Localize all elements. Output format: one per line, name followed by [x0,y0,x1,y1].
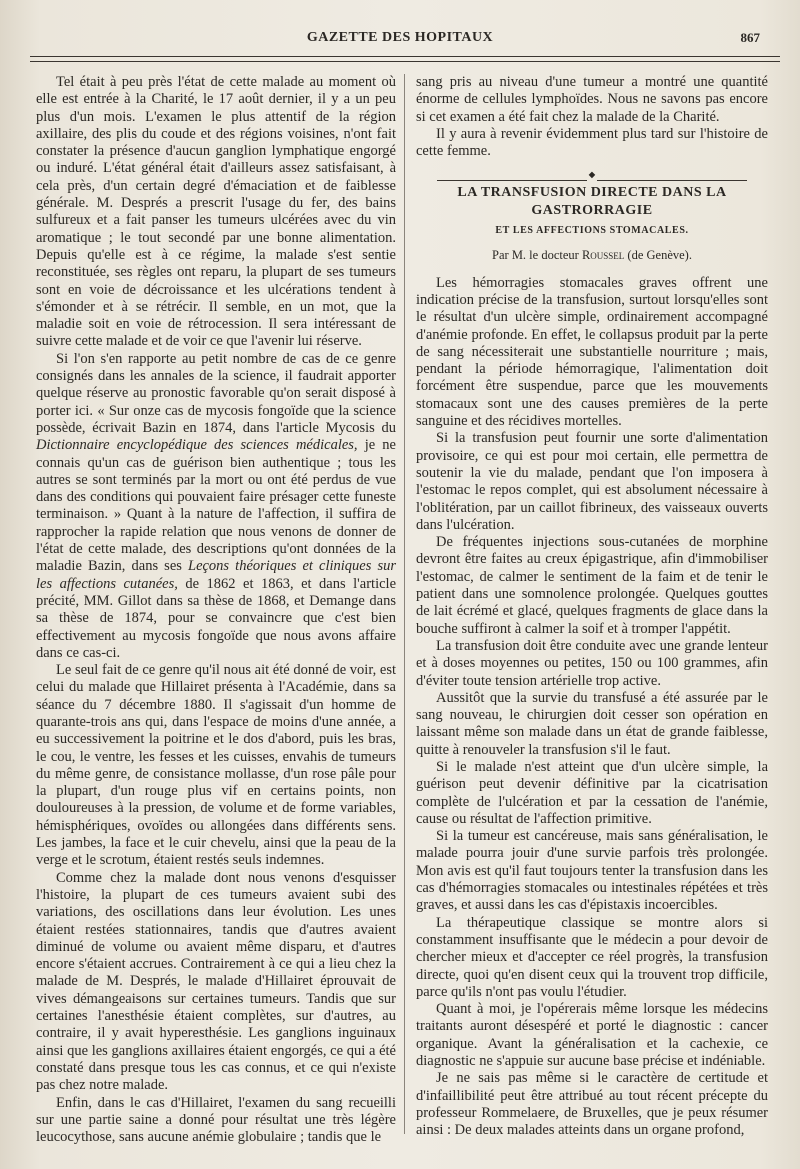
page-number: 867 [740,30,760,45]
text-run: de 1862 et 1863, et dans l'article précité, MM. Gillot dans sa thèse de 1868, et Demange dans sa thèse de 1874, pour se convaincre que c'est bien effectivement au mycosis fongoïde que nous avons affaire dans ce cas-ci. [36,575,397,661]
journal-title: GAZETTE DES HOPITAUX [306,30,494,45]
paragraph: Si la tumeur est cancéreuse, mais sans généralisation, le malade pourra jouir d'une survie parfois très prolongée. Mon avis est qu'il faut toujours tenter la transfusion dans les cas d'hémorragies stomacales ou intestinales répétées et très graves, et aussi dans les cas d'épistaxis incoercibles. [416,828,768,914]
author-prefix: Par M. le docteur [492,248,582,263]
right-column [416,74,768,1140]
paragraph: Comme chez la malade dont nous venons d'esquisser l'histoire, la plupart de ces tumeurs avaient subi des variations, des oscillations dans leur évolution. Les unes étaient restées stationnaires, tandis que d'autres avaient diminué de volume ou avaient même disparu, et d'autres encore s'étaient accrues. Contrairement à ce qui a lieu chez la malade de M. Després, le malade d'Hillairet éprouvait de vives démangeaisons sur certaines tumeurs. Tandis que sur certaines l'anesthésie étaient complètes, sur d'autres, au contraire, il y avait hyperesthésie. Les ganglions inguinaux ainsi que les ganglions axillaires étaient engorgés, ce qui a été constaté dans presque tous les cas connus, et ce qui n'existe pas chez notre malade. [36,869,396,1094]
paragraph: Enfin, dans le cas d'Hillairet, l'examen du sang recueilli sur une partie saine a donné pour résultat une très légère leucocythose, sans aucune anémie globulaire ; tandis que le [36,1094,396,1146]
header-rule [30,56,780,62]
left-column [36,74,396,1146]
article-author [416,247,768,264]
paragraph: La transfusion doit être conduite avec une grande lenteur et à doses moyennes ou petites, 150 ou 100 grammes, afin d'éviter toute tension artérielle trop active. [416,637,768,689]
paragraph [36,351,396,662]
text-run: je ne connais qu'un cas de guérison bien authentique ; tous les autres se sont terminés par la mort ou ont été perdus de vue dans des conditions qui pouvaient faire présager cette funeste terminaison. » Quant à la nature de l'affection, il suffira de rapprocher la rapide relation que nous venons de donner de l'état de cette malade, des descriptions qu'ont données de la maladie Bazin, dans ses [36,437,396,575]
paragraph: Je ne sais pas même si le caractère de certitude et d'infaillibilité peut être attribué au tout récent précepte du professeur Rommelaere, de Bruxelles, que je peux résumer ainsi : De deux malades atteints dans un organe profond, [416,1070,768,1139]
paragraph: sang pris au niveau d'une tumeur a montré une quantité énorme de cellules lymphoïdes. Nous ne savons pas encore si cet examen a été fait chez la malade de la Charité. [416,74,768,125]
paragraph: Tel était à peu près l'état de cette malade au moment où elle est entrée à la Charité, le 17 août dernier, il y a un peu plus d'un mois. L'examen le plus attentif de la région axillaire, des plis du coude et des régions voisines, n'ont fait constater la présence d'aucun ganglion lymphatique engorgé ou induré. L'état général était d'ailleurs assez satisfaisant, à cela près, d'un certain degré d'émaciation et de faiblesse générale. M. Després a prescrit l'usage du fer, des bains sulfureux et a fait panser les tumeurs ulcérées avec du vin aromatique ; le tout secondé par une bonne alimentation. Depuis qu'elle est à ce régime, la malade s'est sentie reconstituée, ses règles ont reparu, la plupart de ses tumeurs sont en voie de décroissance et les ulcérations tendent à s'émonder et à se rétrécir. Il semble, en un mot, que la maladie soit en voie de rétrocession. Il sera intéressant de suivre cette malade et de voir ce que l'avenir lui réserve. [36,74,396,350]
italic-title: Dictionnaire encyclopédique des sciences médicales, [36,437,358,454]
author-name: Roussel [581,248,625,263]
paragraph: Si la transfusion peut fournir une sorte d'alimentation provisoire, ce qui est pour moi certain, elle permettra de soutenir la vie du malade, pendant que l'on imposera à l'estomac le repos complet, qui est absolument nécessaire à l'oblitération, par un caillot fibrineux, des vaisseaux ouverts dans l'ulcération. [416,430,768,533]
text-run: Si l'on s'en rapporte au petit nombre de cas de ce genre consignés dans les annales de la science, il faudrait apporter quelque réserve au pronostic favorable qu'on serait disposé à porter ici. « Sur onze cas de mycosis fongoïde que la science possède, écrivait Bazin en 1874, dans l'article Mycosis du [36,350,396,436]
article-title: LA TRANSFUSION DIRECTE DANS LA GASTRORRAGIE [457,185,727,218]
italic-title: Leçons théoriques et cliniques sur les affections cutanées, [36,558,396,592]
paragraph: Le seul fait de ce genre qu'il nous ait été donné de voir, est celui du malade que Hillairet présenta à l'Académie, dans sa séance du 7 décembre 1880. Il s'agissait d'un homme de quarante-trois ans qui, dans l'espace de moins d'une année, a eu successivement la poitrine et le dos d'abord, puis les bras, le cou, le ventre, les fesses et les cuisses, envahis de tumeurs du même genre, de consistance mollasse, d'un rose pâle pour la plupart, d'un rouge plus vif en certains points, non douloureuses à la pression, de volume et de forme variables, hémisphériques, ovoïdes ou allongées dans différents sens. Les jambes, la face et le cuir chevelu, ainsi que la peau de la verge et le scrotum, étaient restés seuls indemnes. [36,662,396,869]
paragraph: La thérapeutique classique se montre alors si constamment insuffisante que le médecin a pour devoir de chercher mieux et d'accepter ce réel progrès, la transfusion directe, quoi qu'en disent ceux qui la trouvent trop difficile, parce qu'ils n'ont pas voulu l'étudier. [416,914,768,1000]
paragraph: Les hémorragies stomacales graves offrent une indication précise de la transfusion, surtout lorsqu'elles sont le résultat d'un ulcère simple, ordinairement accompagné d'anémie profonde. En effet, le collapsus produit par la perte de sang nécessiterait une substantielle nourriture ; mais, pendant la période hémorragique, l'alimentation doit forcément être suspendue, parce que les mouvements stomacaux sont une des causes premières de la perte sanguine et des récidives mortelles. [416,274,768,430]
article-subtitle: ET LES AFFECTIONS STOMACALES. [495,225,689,237]
section-separator: ◆ [416,166,768,174]
paragraph: Aussitôt que la survie du transfusé a été assurée par le sang nouveau, le chirurgien doit cesser son opération en laissant même son malade dans un état de grande faiblesse, quitte à renouveler la transfusion s'il le faut. [416,689,768,758]
paragraph: Il y aura à revenir évidemment plus tard sur l'histoire de cette femme. [416,125,768,160]
column-divider [404,74,405,1134]
page-header [40,30,760,52]
paragraph: Quant à moi, je l'opérerais même lorsque les médecins traitants auront désespéré et porté le diagnostic : cancer organique. Avant la généralisation et la cachexie, ce diagnostic ne s'appuie sur aucune base précise et indéniable. [416,1001,768,1070]
author-suffix: (de Genève). [624,248,692,263]
paragraph: Si le malade n'est atteint que d'un ulcère simple, la guérison peut devenir définitive par la cicatrisation complète de l'ulcération et par la cessation de l'anémie, cause ou résultat de l'affection primitive. [416,758,768,827]
paragraph: De fréquentes injections sous-cutanées de morphine devront être faites au creux épigastrique, afin d'immobiliser l'estomac, de calmer le sentiment de la faim et de tenir le patient dans une somnolence prolongée. Quelques gouttes de lait écrémé et glacé, quelques fragments de glace dans la bouche suffiront à calmer la soif et à tromper l'appétit. [416,534,768,637]
